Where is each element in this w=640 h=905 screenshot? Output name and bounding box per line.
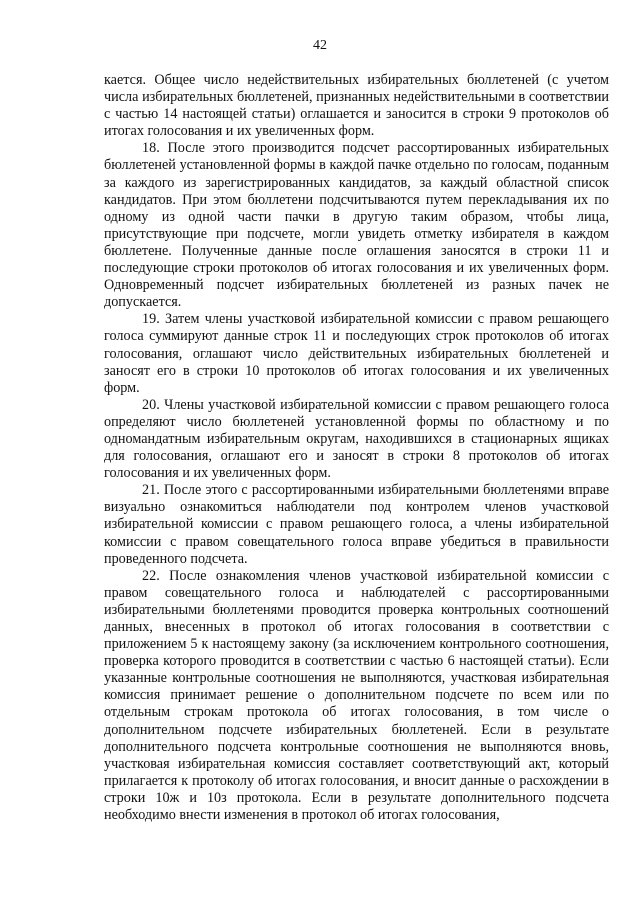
- body-text: [104, 72, 609, 824]
- paragraph-20: 20. Члены участковой избирательной комиссии с правом решающего голоса определяют число бюллетеней установленной формы по областному и по одномандатным избирательным округам, находившихся в стационарных ящиках для голосования, оглашают его и заносят в строки 8 протоколов об итогах голосования и их увеличенных форм.: [104, 396, 609, 482]
- page-number: 42: [313, 38, 327, 53]
- paragraph-continuation: кается. Общее число недействительных избирательных бюллетеней (с учетом числа избирательных бюллетеней, признанных недействительными в соответствии с частью 14 настоящей статьи) оглашается и заносится в строки 9 протоколов об итогах голосования и их увеличенных форм.: [104, 72, 609, 140]
- paragraph-19: 19. Затем члены участковой избирательной комиссии с правом решающего голоса суммируют данные строк 11 и последующих строк протоколов об итогах голосования, оглашают число действительных избирательных бюллетеней и заносят его в строки 10 протоколов об итогах голосования и их увеличенных форм.: [104, 311, 609, 396]
- paragraph-18: 18. После этого производится подсчет рассортированных избирательных бюллетеней установленной формы в каждой пачке отдельно по голосам, поданным за каждого из зарегистрированных кандидатов, за каждый областной список кандидатов. При этом бюллетени подсчитываются путем перекладывания их по одному из одной части пачки в другую таким образом, чтобы лица, присутствующие при подсчете, могли увидеть отметку избирателя в каждом бюллетене. Полученные данные после оглашения заносятся в строки 11 и последующие строки протоколов об итогах голосования и их увеличенных форм. Одновременный подсчет избирательных бюллетеней из разных пачек не допускается.: [104, 140, 609, 311]
- paragraph-21: 21. После этого с рассортированными избирательными бюллетенями вправе визуально ознакомиться наблюдатели под контролем членов участковой избирательной комиссии с правом решающего голоса, а члены избирательной комиссии с правом совещательного голоса вправе убедиться в правильности проведенного подсчета.: [104, 482, 609, 567]
- paragraph-22: 22. После ознакомления членов участковой избирательной комиссии с правом совещательного голоса и наблюдателей с рассортированными избирательными бюллетенями проводится проверка контрольных соотношений данных, внесенных в протокол об итогах голосования в соответствии с приложением 5 к настоящему закону (за исключением контрольного соотношения, проверка которого проводится в соответствии с частью 6 настоящей статьи). Если указанные контрольные соотношения не выполняются, участковая избирательная комиссия принимает решение о дополнительном подсчете по всем или по отдельным строкам протокола об итогах голосования, в том числе о дополнительном подсчете избирательных бюллетеней. Если в результате дополнительного подсчета контрольные соотношения не выполняются вновь, участковая избирательная комиссия составляет соответствующий акт, который прилагается к протоколу об итогах голосования, и вносит данные о расхождении в строки 10ж и 10з протокола. Если в результате дополнительного подсчета необходимо внести изменения в протокол об итогах голосования,: [104, 567, 609, 824]
